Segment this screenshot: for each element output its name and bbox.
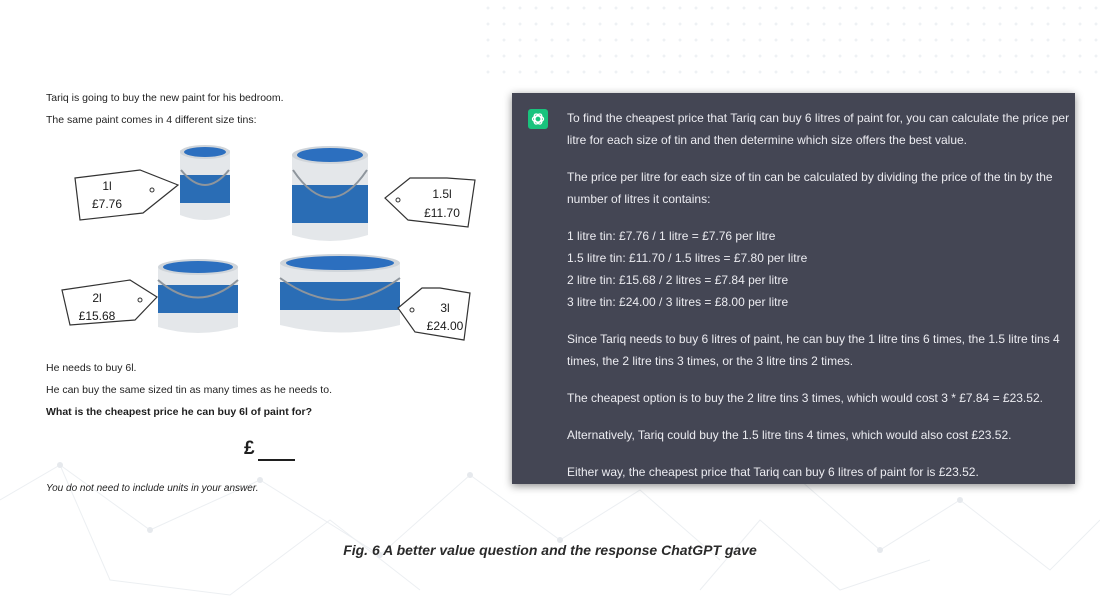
price-tag-1.5l — [385, 178, 475, 227]
response-paragraph-3: Since Tariq needs to buy 6 litres of paint, he can buy the 1 litre tins 6 times, the 1.5 litre tins 4 times, the 2 litre tins 3 times, or the 3 litre tins 2 times. — [567, 332, 1060, 368]
response-paragraph-6: Either way, the cheapest price that Tariq can buy 6 litres of paint for is £23.52. — [567, 465, 979, 479]
response-paragraph-4: The cheapest option is to buy the 2 litre tins 3 times, which would cost 3 * £7.84 = £23.52. — [567, 391, 1043, 405]
response-paragraph-5: Alternatively, Tariq could buy the 1.5 litre tins 4 times, which would also cost £23.52. — [567, 428, 1012, 442]
intro-text-1: Tariq is going to buy the new paint for his bedroom. — [46, 92, 284, 104]
units-note: You do not need to include units in your answer. — [46, 483, 259, 494]
paint-tins-illustration — [40, 130, 490, 345]
chatgpt-response-panel — [512, 93, 1075, 484]
tag-price-2l: £15.68 — [78, 309, 116, 323]
calc-line-2l: 2 litre tin: £15.68 / 2 litres = £7.84 per litre — [567, 273, 789, 287]
paint-tin-2l — [158, 259, 238, 333]
calc-line-1l: 1 litre tin: £7.76 / 1 litre = £7.76 per litre — [567, 229, 776, 243]
tag-size-2l: 2l — [92, 291, 102, 305]
paint-tin-1.5l — [292, 146, 368, 241]
price-tag-2l — [62, 280, 157, 325]
price-tag-1l — [75, 170, 178, 220]
tag-size-1.5l: 1.5l — [432, 187, 452, 201]
tag-price-1.5l: £11.70 — [424, 206, 460, 220]
tag-price-3l: £24.00 — [426, 319, 464, 333]
calculation-lines — [567, 225, 1072, 313]
dot-grid-decoration — [480, 0, 1100, 85]
paint-tin-3l — [280, 254, 400, 333]
response-paragraph-2: The price per litre for each size of tin can be calculated by dividing the price of the tin by the number of litres it contains: — [567, 170, 1053, 206]
chatgpt-response-text — [567, 107, 1072, 498]
price-tag-3l — [398, 288, 470, 340]
tag-size-3l: 3l — [440, 301, 450, 315]
rule-text: He can buy the same sized tin as many times as he needs to. — [46, 384, 332, 396]
answer-blank[interactable] — [258, 459, 295, 461]
paint-tin-1l — [180, 145, 230, 220]
answer-currency-symbol: £ — [244, 438, 255, 459]
calc-line-1.5l: 1.5 litre tin: £11.70 / 1.5 litres = £7.80 per litre — [567, 251, 808, 265]
question-prompt: What is the cheapest price he can buy 6l of paint for? — [46, 406, 313, 418]
tag-price-1l: £7.76 — [91, 197, 123, 211]
intro-text-2: The same paint comes in 4 different size tins: — [46, 114, 257, 126]
calc-line-3l: 3 litre tin: £24.00 / 3 litres = £8.00 per litre — [567, 295, 789, 309]
figure-caption: Fig. 6 A better value question and the response ChatGPT gave — [343, 542, 757, 558]
need-text: He needs to buy 6l. — [46, 362, 137, 374]
openai-logo-icon — [528, 109, 548, 129]
tag-size-1l: 1l — [102, 179, 112, 193]
response-paragraph-1: To find the cheapest price that Tariq can buy 6 litres of paint for, you can calculate the price per litre for each size of tin and then determine which size offers the best value. — [567, 111, 1070, 147]
